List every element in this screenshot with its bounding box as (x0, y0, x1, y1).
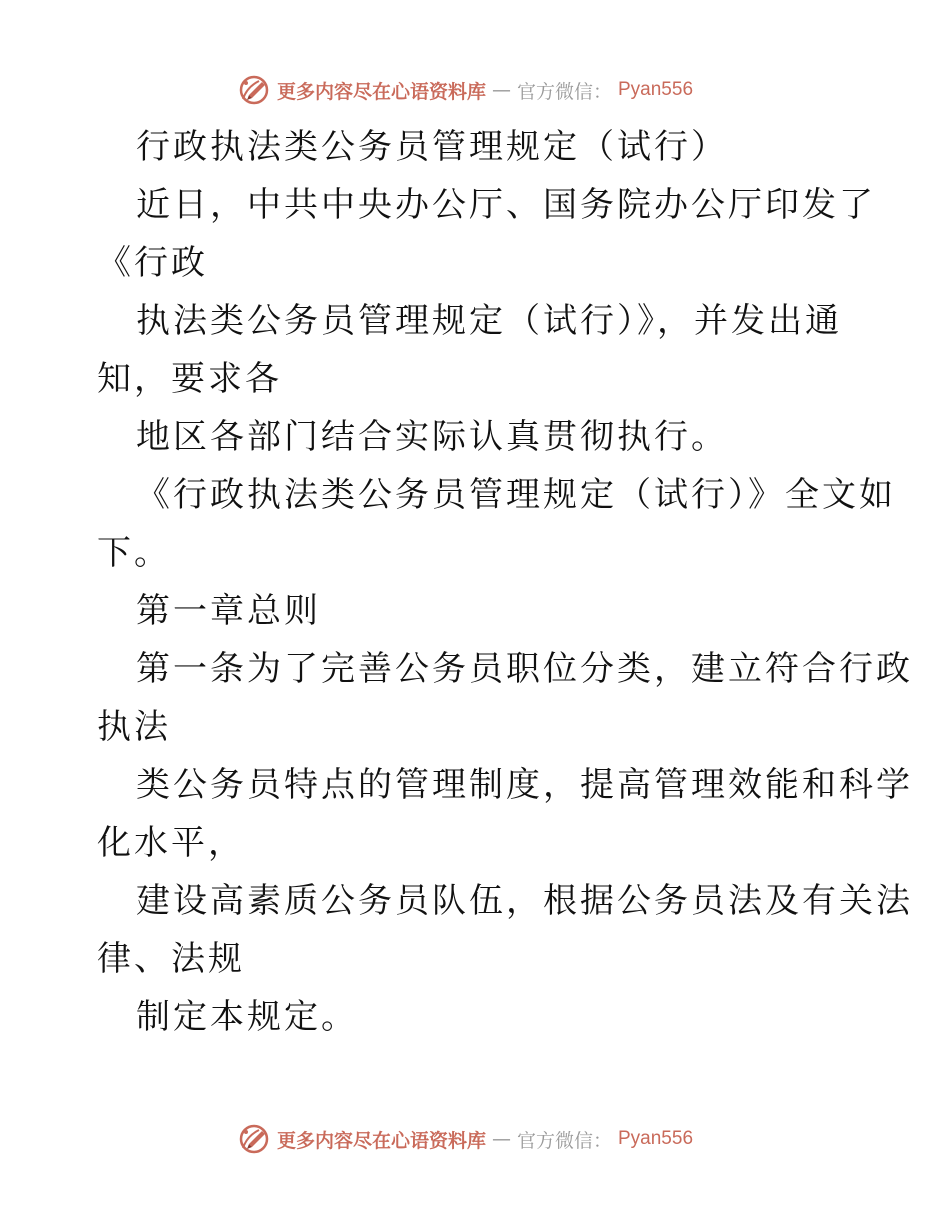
text-line: 类公务员特点的管理制度，提高管理效能和科学 (136, 765, 913, 805)
watermark-dash: — (491, 1128, 511, 1150)
chapter-heading: 第一章总则 (136, 591, 321, 631)
watermark-label: 官方微信： (516, 80, 612, 103)
document-body (97, 118, 913, 1046)
footer-watermark (0, 1119, 950, 1159)
text-line: 下。 (97, 533, 171, 573)
watermark-group (237, 1122, 693, 1156)
text-line: 建设高素质公务员队伍，根据公务员法及有关法 (136, 881, 913, 921)
text-line: 执法类公务员管理规定（试行）》，并发出通 (136, 301, 842, 341)
pen-logo-icon (237, 1122, 271, 1156)
text-line: 律、法规 (97, 939, 245, 979)
text-line: 《行政 (97, 243, 208, 283)
text-line: 近日，中共中央办公厅、国务院办公厅印发了 (136, 185, 876, 225)
watermark-account: Pyan556 (618, 79, 694, 100)
text-line: 知，要求各 (97, 359, 282, 399)
text-line: 第一条为了完善公务员职位分类，建立符合行政 (136, 649, 913, 689)
text-line: 《行政执法类公务员管理规定（试行）》全文如 (136, 475, 896, 515)
document-title: 行政执法类公务员管理规定（试行） (136, 127, 728, 167)
watermark-dash: — (491, 79, 511, 101)
watermark-label: 官方微信： (516, 1129, 612, 1152)
watermark-text: 更多内容尽在心语资料库 (276, 80, 486, 103)
pen-logo-icon (237, 73, 271, 107)
watermark-group (237, 73, 693, 107)
header-watermark (0, 70, 950, 110)
text-line: 地区各部门结合实际认真贯彻执行。 (136, 417, 728, 457)
text-line: 化水平， (97, 823, 245, 863)
text-line: 制定本规定。 (136, 997, 358, 1037)
text-line: 执法 (97, 707, 171, 747)
watermark-account: Pyan556 (618, 1128, 694, 1149)
watermark-text: 更多内容尽在心语资料库 (276, 1129, 486, 1152)
